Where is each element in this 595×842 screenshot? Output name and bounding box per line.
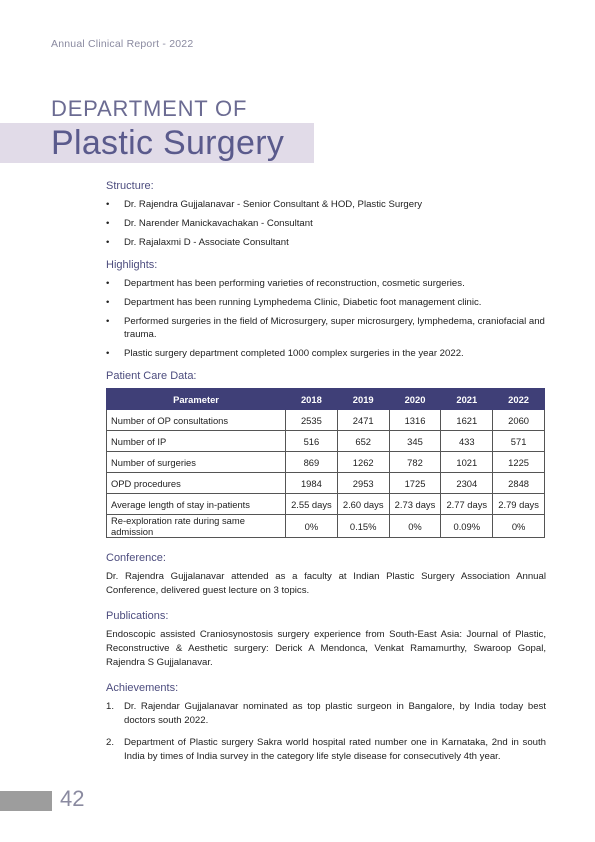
report-header: Annual Clinical Report - 2022 [51,38,194,50]
table-cell: 782 [389,452,441,473]
table-cell: 2471 [337,410,389,431]
highlights-section [106,259,546,360]
table-cell: 652 [337,431,389,452]
table-cell: 2535 [286,410,338,431]
table-cell: 2848 [493,473,545,494]
table-cell: 1225 [493,452,545,473]
list-item: • Performed surgeries in the field of Microsurgery, super microsurgery, lymphedema, craniofacial and trauma. [106,315,546,341]
item-number: 1. [106,701,115,712]
column-header: 2021 [441,389,493,410]
table-cell: 2.60 days [337,494,389,515]
patient-care-title: Patient Care Data: [106,370,197,382]
table-cell: Number of OP consultations [107,410,286,431]
table-cell: 345 [389,431,441,452]
table-row [107,473,545,494]
conference-section [106,552,546,598]
table-cell: Re-exploration rate during same admission [107,515,286,538]
list-item [106,700,546,728]
table-cell: 0.09% [441,515,493,538]
list-item: • Dr. Rajalaxmi D - Associate Consultant [106,236,546,249]
table-cell: 0% [389,515,441,538]
structure-list [106,198,546,249]
table-cell: 2953 [337,473,389,494]
table-cell: OPD procedures [107,473,286,494]
publications-section [106,610,546,670]
list-item: • Department has been performing varieties of reconstruction, cosmetic surgeries. [106,277,546,290]
patient-care-section [106,370,546,538]
list-item [106,736,546,764]
publications-text: Endoscopic assisted Craniosynostosis surgery experience from South-East Asia: Journal of Plastic, Reconstructive & Aesthetic surgery: Derick A Mendonca, Venkat Ramamurthy, Swaroop Gopal, Rajendra S Gujjalanavar. [106,629,546,668]
column-header: 2022 [493,389,545,410]
table-cell: 1621 [441,410,493,431]
table-cell: 1984 [286,473,338,494]
achievements-title: Achievements: [106,682,179,694]
table-cell: 0% [493,515,545,538]
achievements-section [106,682,546,764]
main-content [106,180,546,772]
item-text: Dr. Rajendar Gujjalanavar nominated as top plastic surgeon in Bangalore, by India today best doctors south 2022. [124,701,546,726]
achievements-list [106,700,546,764]
table-cell: 1262 [337,452,389,473]
table-cell: Number of surgeries [107,452,286,473]
table-header-row [107,389,545,410]
table-cell: 1725 [389,473,441,494]
column-header: Parameter [107,389,286,410]
table-row [107,515,545,538]
page-number: 42 [60,786,85,811]
table-cell: 2.73 days [389,494,441,515]
conference-text: Dr. Rajendra Gujjalanavar attended as a faculty at Indian Plastic Surgery Association Annual Conference, delivered guest lecture on 3 topics. [106,571,546,596]
patient-care-table [106,388,545,538]
item-number: 2. [106,737,115,748]
department-title: Plastic Surgery [51,124,285,162]
table-cell: 2060 [493,410,545,431]
list-item: • Department has been running Lymphedema Clinic, Diabetic foot management clinic. [106,296,546,309]
table-cell: 433 [441,431,493,452]
highlights-title: Highlights: [106,259,158,271]
page-number-bar [0,791,52,811]
table-cell: 516 [286,431,338,452]
column-header: 2018 [286,389,338,410]
table-row [107,431,545,452]
table-row [107,494,545,515]
table-row [107,410,545,431]
structure-section [106,180,546,249]
table-cell: 2.79 days [493,494,545,515]
table-cell: Average length of stay in-patients [107,494,286,515]
highlights-list [106,277,546,360]
list-item: • Dr. Narender Manickavachakan - Consultant [106,217,546,230]
structure-title: Structure: [106,180,154,192]
table-cell: 0% [286,515,338,538]
table-cell: 869 [286,452,338,473]
table-cell: Number of IP [107,431,286,452]
column-header: 2019 [337,389,389,410]
table-row [107,452,545,473]
conference-title: Conference: [106,552,166,564]
publications-title: Publications: [106,610,169,622]
list-item: • Dr. Rajendra Gujjalanavar - Senior Consultant & HOD, Plastic Surgery [106,198,546,211]
column-header: 2020 [389,389,441,410]
department-prefix: DEPARTMENT OF [51,96,248,121]
table-cell: 1316 [389,410,441,431]
table-cell: 2.77 days [441,494,493,515]
table-cell: 0.15% [337,515,389,538]
list-item: • Plastic surgery department completed 1000 complex surgeries in the year 2022. [106,347,546,360]
table-cell: 2304 [441,473,493,494]
table-cell: 571 [493,431,545,452]
item-text: Department of Plastic surgery Sakra world hospital rated number one in Karnataka, 2nd in south India by times of India survey in the category life style disease for consecutively 4th year. [124,737,546,762]
table-cell: 2.55 days [286,494,338,515]
table-cell: 1021 [441,452,493,473]
